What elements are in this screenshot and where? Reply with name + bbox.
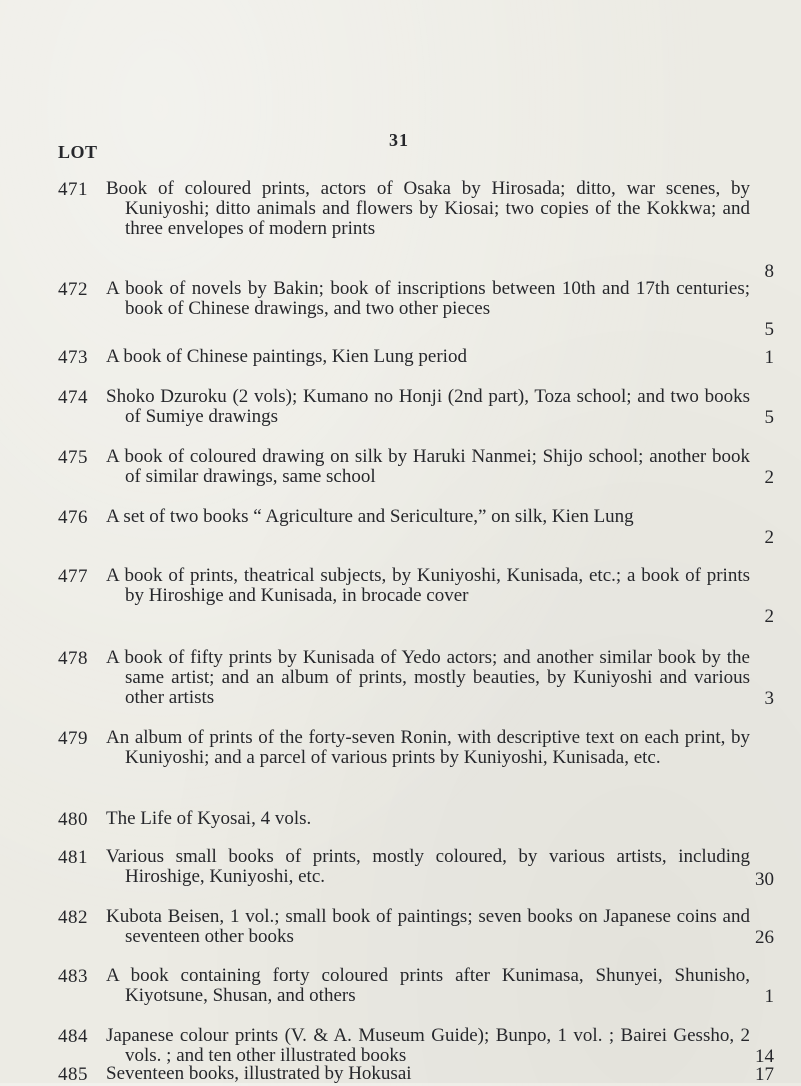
lot-number: 476 bbox=[58, 507, 88, 528]
lot-description: A book of prints, theatrical subjects, by Kuniyoshi, Kunisada, etc.; a book of prints by Hiroshige and Kunisada, in brocade cover bbox=[106, 565, 750, 606]
lot-number: 479 bbox=[58, 728, 88, 749]
page-number: 31 bbox=[389, 130, 409, 150]
lot-number: 471 bbox=[58, 179, 88, 200]
lot-number: 474 bbox=[58, 387, 88, 408]
lot-quantity: 14 bbox=[755, 1046, 774, 1067]
lot-description: A book containing forty coloured prints after Kunimasa, Shunyei, Shunisho, Kiyotsune, Shusan, and others bbox=[106, 965, 750, 1006]
lot-number: 485 bbox=[58, 1064, 88, 1085]
lot-description: An album of prints of the forty-seven Ronin, with descriptive text on each print, by Kuniyoshi; and a parcel of various prints by Kuniyoshi, Kunisada, etc. bbox=[106, 727, 750, 768]
lot-description: Book of coloured prints, actors of Osaka by Hirosada; ditto, war scenes, by Kuniyoshi; ditto animals and flowers by Kiosai; two copies of the Kokkwa; and three envelopes of modern prints bbox=[106, 178, 750, 239]
lot-number: 473 bbox=[58, 347, 88, 368]
lot-number: 477 bbox=[58, 566, 88, 587]
lot-description: Kubota Beisen, 1 vol.; small book of paintings; seven books on Japanese coins and seventeen other books bbox=[106, 906, 750, 947]
lot-number: 478 bbox=[58, 648, 88, 669]
lot-quantity: 3 bbox=[764, 688, 774, 709]
lot-description: Various small books of prints, mostly coloured, by various artists, including Hiroshige, Kuniyoshi, etc. bbox=[106, 846, 750, 887]
lot-quantity: 5 bbox=[764, 407, 774, 428]
lot-description: Seventeen books, illustrated by Hokusai bbox=[106, 1063, 412, 1084]
lot-quantity: 8 bbox=[764, 261, 774, 282]
lot-quantity: 1 bbox=[764, 347, 774, 368]
lot-description: Shoko Dzuroku (2 vols); Kumano no Honji (2nd part), Toza school; and two books of Sumiye drawings bbox=[106, 386, 750, 427]
lot-quantity: 30 bbox=[755, 869, 774, 890]
lot-quantity: 2 bbox=[764, 527, 774, 548]
lot-quantity: 2 bbox=[764, 606, 774, 627]
lot-description: A book of novels by Bakin; book of inscriptions between 10th and 17th centuries; book of Chinese drawings, and two other pieces bbox=[106, 278, 750, 319]
lot-description: A set of two books “ Agriculture and Sericulture,” on silk, Kien Lung bbox=[106, 506, 634, 527]
lot-number: 480 bbox=[58, 809, 88, 830]
lot-description: Japanese colour prints (V. & A. Museum Guide); Bunpo, 1 vol. ; Bairei Gessho, 2 vols. ; and ten other illustrated books bbox=[106, 1025, 750, 1066]
lot-column-heading: LOT bbox=[58, 142, 98, 162]
lot-quantity: 26 bbox=[755, 927, 774, 948]
lot-description: The Life of Kyosai, 4 vols. bbox=[106, 808, 312, 829]
lot-quantity: 5 bbox=[764, 319, 774, 340]
lot-number: 483 bbox=[58, 966, 88, 987]
lot-description: A book of fifty prints by Kunisada of Yedo actors; and another similar book by the same artist; and an album of prints, mostly beauties, by Kuniyoshi and various other artists bbox=[106, 647, 750, 708]
lot-quantity: 1 bbox=[764, 986, 774, 1007]
lot-number: 482 bbox=[58, 907, 88, 928]
lot-number: 484 bbox=[58, 1026, 88, 1047]
lot-quantity: 2 bbox=[764, 467, 774, 488]
lot-quantity: 17 bbox=[755, 1064, 774, 1085]
lot-description: A book of Chinese paintings, Kien Lung period bbox=[106, 346, 467, 367]
lot-number: 472 bbox=[58, 279, 88, 300]
lot-number: 475 bbox=[58, 447, 88, 468]
lot-number: 481 bbox=[58, 847, 88, 868]
lot-description: A book of coloured drawing on silk by Haruki Nanmei; Shijo school; another book of similar drawings, same school bbox=[106, 446, 750, 487]
